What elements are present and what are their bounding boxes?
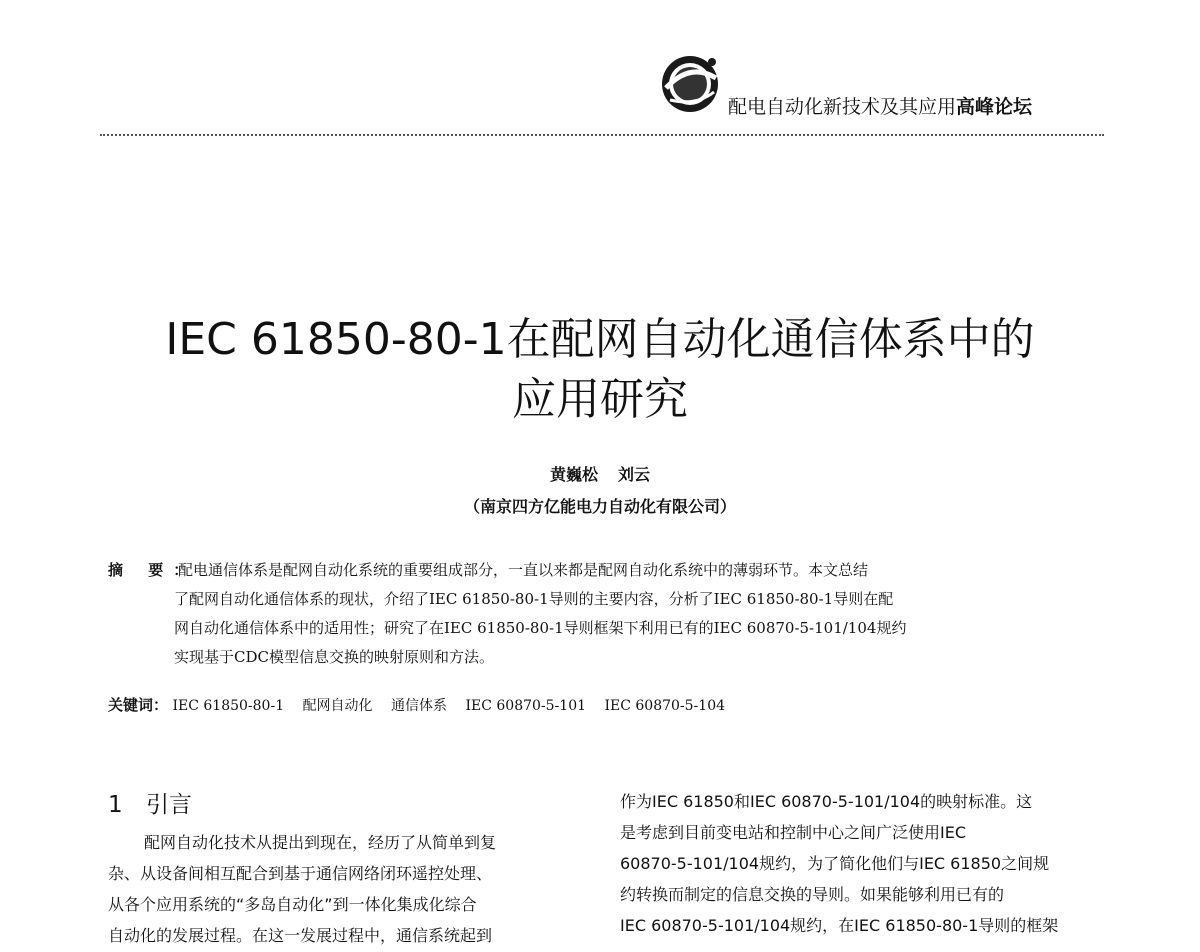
abstract [108, 556, 1100, 672]
header-title: 配电自动化新技术及其应用高峰论坛 [728, 96, 1033, 118]
abstract-line: 实现基于CDC模型信息交换的映射原则和方法。 [174, 648, 494, 666]
paragraph-line: 自动化的发展过程。在这一发展过程中，通信系统起到 [108, 926, 493, 945]
paragraph-line: 杂、从设备间相互配合到基于通信网络闭环遥控处理、 [108, 864, 493, 883]
affiliation: （南京四方亿能电力自动化有限公司） [463, 497, 736, 516]
keyword: IEC 61850-80-1 [172, 698, 285, 714]
keywords [108, 694, 1100, 715]
left-column [108, 786, 594, 951]
paragraph-line: 配网自动化技术从提出到现在，经历了从简单到复 [144, 833, 497, 852]
title-line-2: 应用研究 [512, 374, 688, 425]
paragraph-line: IEC 60870-5-101/104规约，在IEC 61850-80-1导则的框架 [620, 916, 1059, 935]
header-divider [100, 134, 1104, 136]
title-line-1: IEC 61850-80-1在配网自动化通信体系中的 [165, 314, 1035, 365]
keyword: IEC 60870-5-101 [465, 698, 587, 714]
paragraph-line: 作为IEC 61850和IEC 60870-5-101/104的映射标准。这 [620, 792, 1033, 811]
article-title [0, 310, 1200, 430]
keywords-label: 关键词： [108, 696, 169, 714]
author-2: 刘云 [618, 465, 651, 484]
section-heading [108, 786, 594, 819]
keyword: 配网自动化 [302, 698, 373, 714]
section-paragraph [108, 827, 594, 951]
keyword: 通信体系 [391, 698, 448, 714]
paragraph-line: 60870-5-101/104规约，为了简化他们与IEC 61850之间规 [620, 854, 1050, 873]
paragraph-line: 约转换而制定的信息交换的导则。如果能够利用已有的 [620, 885, 1005, 904]
abstract-line: 了配网自动化通信体系的现状，介绍了IEC 61850-80-1导则的主要内容，分析了IEC 61850-80-1导则在配 [174, 590, 894, 608]
keyword: IEC 60870-5-104 [604, 698, 726, 714]
right-column [620, 786, 1100, 941]
author-1: 黄巍松 [549, 465, 598, 484]
page-header [0, 40, 1200, 140]
abstract-line: 配电通信体系是配网自动化系统的重要组成部分，一直以来都是配网自动化系统中的薄弱环节。本文总结 [178, 561, 869, 579]
section-number: 1 [108, 792, 123, 818]
forum-logo-icon [656, 48, 724, 116]
abstract-label: 摘 要： [108, 561, 199, 579]
paragraph-line: 从各个应用系统的“多岛自动化”到一体化集成化综合 [108, 895, 477, 914]
paragraph-line: 是考虑到目前变电站和控制中心之间广泛使用IEC [620, 823, 967, 842]
authors [0, 462, 1200, 485]
abstract-line: 网自动化通信体系中的适用性；研究了在IEC 61850-80-1导则框架下利用已有的IEC 60870-5-101/104规约 [174, 619, 907, 637]
section-title: 引言 [146, 792, 192, 818]
